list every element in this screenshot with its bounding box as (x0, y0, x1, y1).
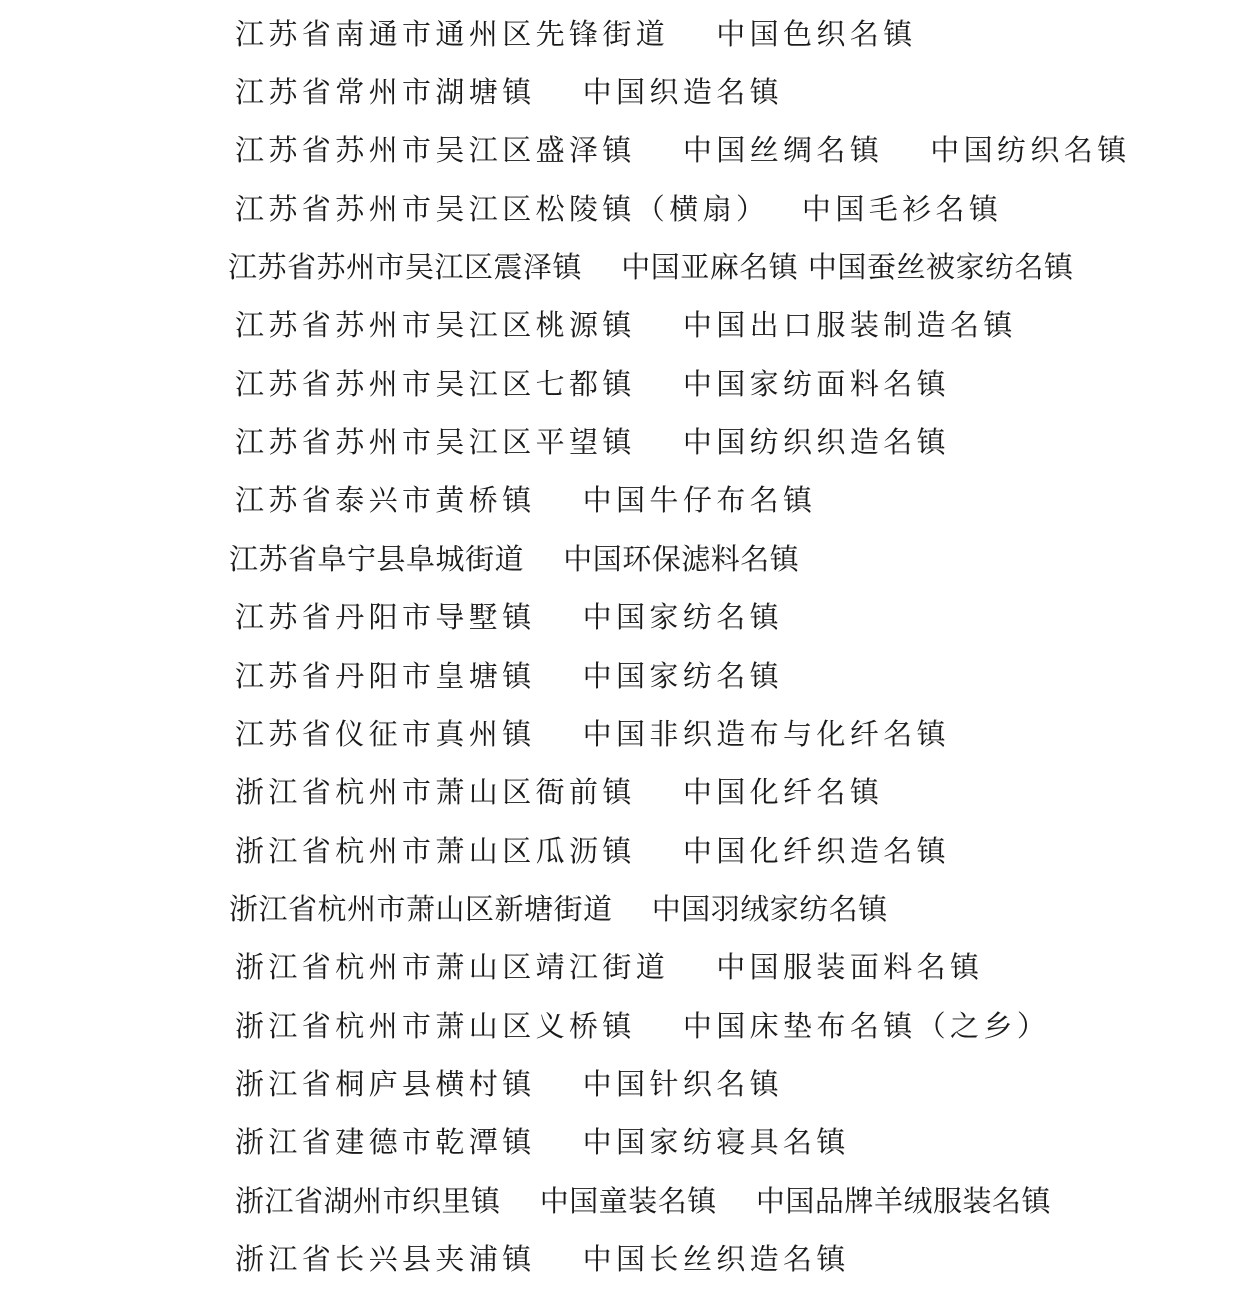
list-item: 江苏省苏州市吴江区震泽镇 中国亚麻名镇 中国蚕丝被家纺名镇 (228, 250, 1074, 284)
list-item: 浙江省湖州市织里镇 中国童装名镇 中国品牌羊绒服装名镇 (235, 1184, 1051, 1218)
list-item: 江苏省阜宁县阜城街道 中国环保滤料名镇 (229, 542, 800, 576)
list-item: 江苏省丹阳市导墅镇 中国家纺名镇 (235, 600, 784, 634)
list-item: 浙江省长兴县夹浦镇 中国长丝织造名镇 (235, 1242, 850, 1276)
list-item: 浙江省杭州市萧山区新塘街道 中国羽绒家纺名镇 (229, 892, 888, 926)
list-item: 江苏省苏州市吴江区桃源镇 中国出口服装制造名镇 (235, 308, 1017, 342)
list-item: 江苏省泰兴市黄桥镇 中国牛仔布名镇 (235, 483, 817, 517)
list-item: 浙江省杭州市萧山区义桥镇 中国床垫布名镇（之乡） (235, 1009, 1051, 1043)
list-item: 浙江省杭州市萧山区瓜沥镇 中国化纤织造名镇 (235, 834, 951, 868)
list-item: 浙江省杭州市萧山区靖江街道 中国服装面料名镇 (235, 950, 984, 984)
list-item: 浙江省杭州市萧山区衙前镇 中国化纤名镇 (235, 775, 884, 809)
list-item: 浙江省建德市乾潭镇 中国家纺寝具名镇 (235, 1125, 850, 1159)
list-item: 江苏省苏州市吴江区松陵镇（横扇） 中国毛衫名镇 (235, 192, 1003, 226)
list-item: 江苏省南通市通州区先锋街道 中国色织名镇 (235, 17, 917, 51)
list-item: 江苏省苏州市吴江区平望镇 中国纺织织造名镇 (235, 425, 951, 459)
list-item: 江苏省丹阳市皇塘镇 中国家纺名镇 (235, 659, 784, 693)
list-item: 江苏省仪征市真州镇 中国非织造布与化纤名镇 (235, 717, 951, 751)
list-item: 浙江省桐庐县横村镇 中国针织名镇 (235, 1067, 784, 1101)
list-item: 江苏省苏州市吴江区七都镇 中国家纺面料名镇 (235, 367, 951, 401)
list-item: 江苏省苏州市吴江区盛泽镇 中国丝绸名镇 中国纺织名镇 (235, 133, 1131, 167)
list-item: 江苏省常州市湖塘镇 中国织造名镇 (235, 75, 784, 109)
